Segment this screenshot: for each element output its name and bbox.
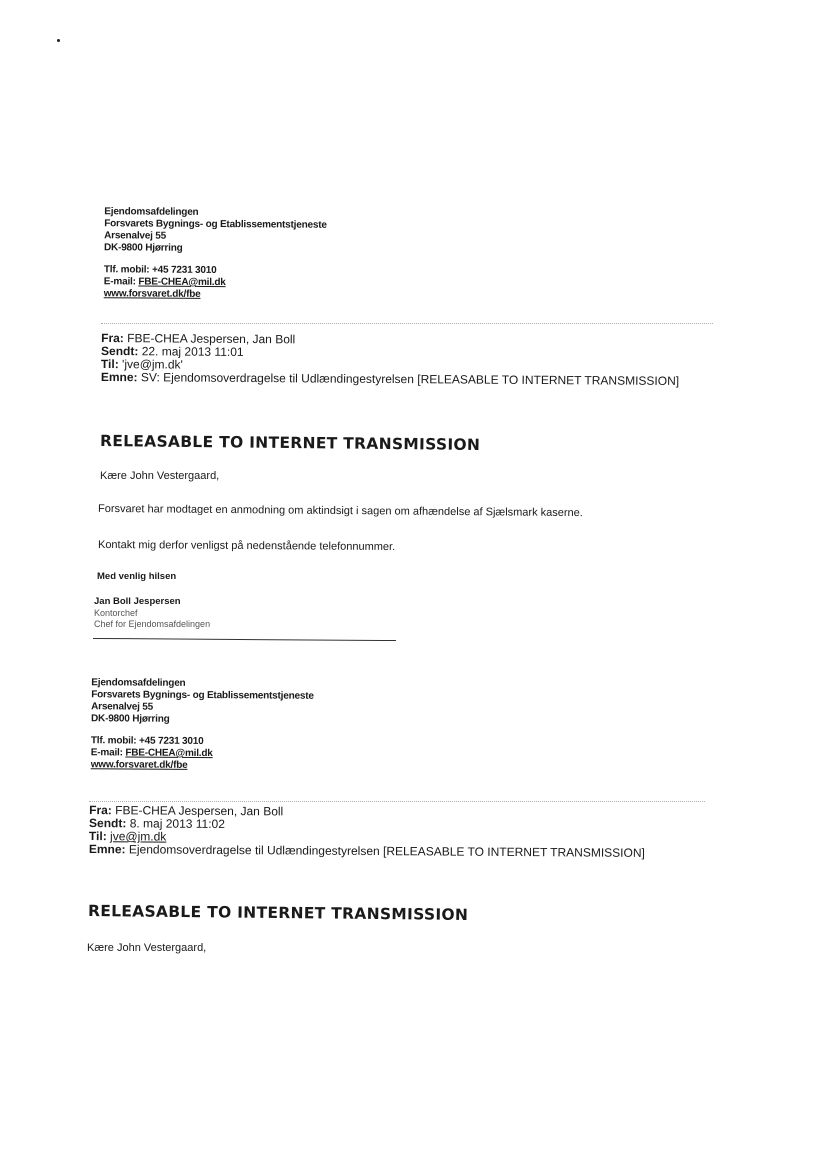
recipient: 'jve@jm.dk' [122,357,183,372]
subject-text: Ejendomsoverdragelse til Udlændingestyrelsen [RELEASABLE TO INTERNET TRANSMISSION] [128,842,645,860]
closing: Med venlig hilsen [97,571,177,582]
phone-line: Tlf. mobil: +45 7231 3010 [103,264,217,277]
street-address: Arsenalvej 55 [91,701,154,713]
to-line: Til: jve@jm.dk [88,829,167,844]
header-divider [101,323,713,324]
website-link[interactable]: www.forsvaret.dk/fbe [103,288,201,300]
city-address: DK-9800 Hjørring [91,713,170,725]
recipient[interactable]: jve@jm.dk [110,829,167,844]
email-line: E-mail: FBE-CHEA@mil.dk [103,276,226,289]
signer-role: Chef for Ejendomsafdelingen [94,619,211,629]
email-link[interactable]: FBE-CHEA@mil.dk [138,276,226,289]
department-name: Ejendomsafdelingen [104,206,199,218]
city-address: DK-9800 Hjørring [104,242,183,254]
from-line: Fra: FBE-CHEA Jespersen, Jan Boll [101,330,296,347]
from-line: Fra: FBE-CHEA Jespersen, Jan Boll [89,803,284,819]
classification-heading: RELEASABLE TO INTERNET TRANSMISSION [87,902,469,924]
body-paragraph: Kontakt mig derfor venligst på nedenstående telefonnummer. [97,538,396,554]
email-link[interactable]: FBE-CHEA@mil.dk [125,747,213,760]
subject-line: Emne: Ejendomsoverdragelse til Udlændingestyrelsen [RELEASABLE TO INTERNET TRANSMISSION] [88,842,645,860]
signature-block [104,206,327,302]
street-address: Arsenalvej 55 [104,230,167,242]
classification-heading: RELEASABLE TO INTERNET TRANSMISSION [99,432,481,454]
sender-name: FBE-CHEA Jespersen, Jan Boll [127,331,296,347]
sent-date: 8. maj 2013 11:02 [129,816,225,832]
to-line: Til: 'jve@jm.dk' [100,356,183,372]
email-line: E-mail: FBE-CHEA@mil.dk [90,747,213,760]
sent-date: 22. maj 2013 11:01 [141,344,244,359]
website-link[interactable]: www.forsvaret.dk/fbe [90,759,188,771]
organization-name: Forsvarets Bygnings- og Etablissementstjeneste [104,218,327,231]
scan-speck [57,39,60,42]
phone-number: +45 7231 3010 [152,264,217,277]
phone-number: +45 7231 3010 [139,735,204,748]
phone-line: Tlf. mobil: +45 7231 3010 [90,735,204,748]
greeting: Kære John Vestergaard, [87,942,207,954]
department-name: Ejendomsafdelingen [91,677,186,689]
sent-line: Sendt: 22. maj 2013 11:01 [101,343,244,359]
signer-name: Jan Boll Jespersen [94,596,181,607]
signer-title: Kontorchef Chef for Ejendomsafdelingen [94,608,211,629]
signature-rule [93,638,396,641]
subject-text: SV: Ejendomsoverdragelse til Udlændingestyrelsen [RELEASABLE TO INTERNET TRANSMISSION] [140,370,680,389]
greeting: Kære John Vestergaard, [100,470,220,482]
sender-name: FBE-CHEA Jespersen, Jan Boll [115,803,284,819]
email-header [101,332,680,388]
subject-line: Emne: SV: Ejendomsoverdragelse til Udlændingestyrelsen [RELEASABLE TO INTERNET TRANSMISSION] [100,369,680,389]
header-divider [89,801,705,802]
sent-line: Sendt: 8. maj 2013 11:02 [89,816,225,832]
signature-block [91,677,314,773]
organization-name: Forsvarets Bygnings- og Etablissementstjeneste [91,689,314,702]
body-paragraph: Forsvaret har modtaget en anmodning om aktindsigt i sagen om afhændelse af Sjælsmark kaserne. [97,502,583,520]
email-header [89,804,645,860]
